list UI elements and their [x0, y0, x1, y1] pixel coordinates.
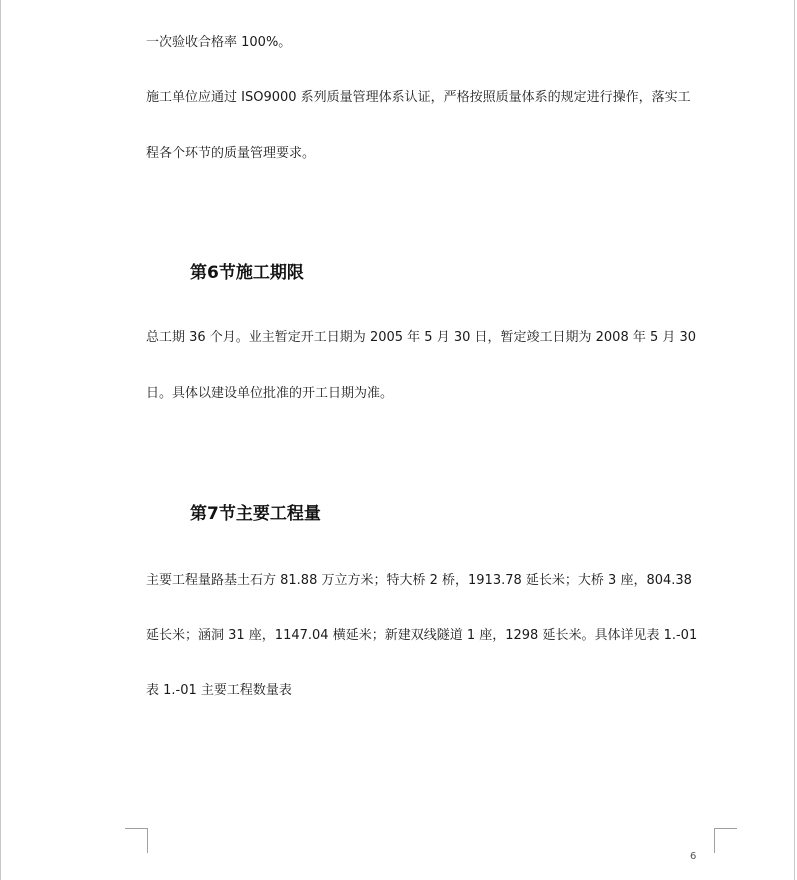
- section-6-heading: 第6节施工期限: [190, 263, 304, 283]
- paragraph-line: 延长米；涵洞 31 座，1147.04 横延米；新建双线隧道 1 座，1298 延长米。具体详见表 1.-01: [146, 628, 698, 643]
- paragraph-line: 日。具体以建设单位批准的开工日期为准。: [146, 386, 394, 401]
- paragraph-line: 施工单位应通过 ISO9000 系列质量管理体系认证，严格按照质量体系的规定进行操作，落实工: [146, 90, 691, 105]
- margin-corner-mark-left: [125, 828, 148, 853]
- paragraph-line: 主要工程量路基土石方 81.88 万立方米；特大桥 2 桥，1913.78 延长米；大桥 3 座，804.38: [146, 573, 692, 588]
- table-caption: 表 1.-01 主要工程数量表: [146, 683, 292, 698]
- page-right-edge: [794, 0, 795, 880]
- margin-corner-mark-right: [714, 828, 737, 853]
- paragraph-line: 程各个环节的质量管理要求。: [146, 146, 316, 161]
- page-number: 6: [690, 851, 697, 862]
- page-left-edge: [0, 0, 1, 880]
- section-7-heading: 第7节主要工程量: [190, 504, 321, 524]
- paragraph-line: 一次验收合格率 100%。: [146, 35, 292, 50]
- paragraph-line: 总工期 36 个月。业主暂定开工日期为 2005 年 5 月 30 日，暂定竣工日期为 2008 年 5 月 30: [146, 330, 697, 345]
